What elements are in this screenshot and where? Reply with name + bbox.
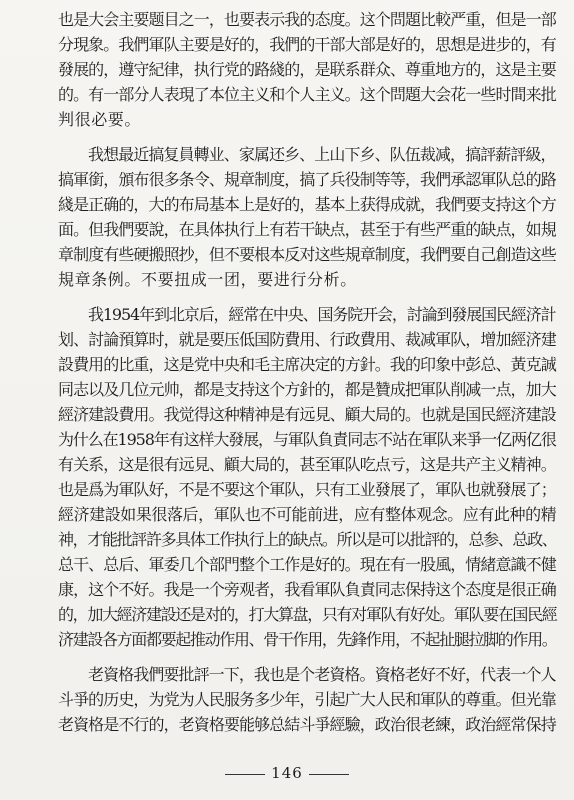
text-line: 也是大会主要题目之一，也要表示我的态度。这个問題比較严重，但是一部 [58, 10, 556, 29]
text-line: 的，加大經济建設还是对的，打大算盘，只有对軍队有好处。軍队要在国民經 [58, 605, 557, 624]
text-line: 斗爭的历史，为党为人民服务多少年，引起广大人民和軍队的尊重。但光靠 [58, 690, 556, 709]
text-line: 我1954年到北京后，經常在中央、国务院开会，討論到發展国民經济計 [88, 305, 556, 324]
footer-rule-left [225, 774, 265, 775]
text-line: 也是爲为軍队好，不是不要这个軍队，只有工业發展了，軍队也就發展了； [58, 480, 556, 499]
text-line: 規章条例。不要扭成一团，要进行分析。 [58, 270, 357, 289]
text-line: 的。有一部分人表現了本位主义和个人主义。这个問題大会花一些时間来批 [58, 85, 556, 104]
text-line: 分現象。我們軍队主要是好的，我們的干部大部是好的，思想是进步的，有 [58, 35, 556, 54]
text-line: 同志以及几位元帅，都是支持这个方針的，都是贊成把軍队削减一点，加大 [58, 380, 556, 399]
footer-rule-right [309, 774, 349, 775]
text-line: 老資格我們要批評一下，我也是个老資格。資格老好不好，代表一个人 [88, 665, 556, 684]
page-footer [0, 764, 574, 782]
text-line: 搞軍銜，頒布很多条令、規章制度，搞了兵役制等等，我們承認軍队总的路 [58, 170, 556, 189]
text-line: 为什么在1958年有这样大發展，与軍队負責同志不站在軍队来爭一亿两亿很 [58, 430, 556, 449]
text-line: 神，才能批評許多具体工作执行上的缺点。所以是可以批評的，总参、总政、 [58, 530, 557, 549]
text-line: 面。但我們要說，在具体执行上有若干缺点，甚至于有些严重的缺点，如規 [58, 220, 556, 239]
text-line: 济建設各方面都要起推动作用、骨干作用，先鋒作用，不起扯腿拉脚的作用。 [58, 630, 557, 649]
text-line: 判很必要。 [58, 110, 142, 129]
text-line: 經济建設如果很落后，軍队也不可能前进，应有整体观念。应有此种的精 [58, 505, 557, 524]
text-line: 老資格是不行的，老資格要能够总結斗爭經驗，政治很老練，政治經常保持 [58, 715, 556, 734]
text-line: 划、討論預算时，就是要压低国防費用、行政費用、裁减軍队，增加經济建 [58, 330, 556, 349]
text-line: 总干、总后、軍委几个部門整个工作是好的。現在有一股風，情緒意識不健 [58, 555, 556, 574]
text-line: 發展的，遵守紀律，执行党的路綫的，是联系群众、尊重地方的，这是主要 [58, 60, 556, 79]
text-line: 章制度有些硬搬照抄，但不要根本反对这些規章制度，我們要自己創造这些 [58, 245, 556, 264]
text-line: 綫是正确的，大的布局基本上是好的，基本上获得成就，我們要支持这个方 [58, 195, 556, 214]
text-line: 經济建設費用。我觉得这种精神是有远見、顧大局的。也就是国民經济建設 [58, 405, 556, 424]
text-line: 有关系，这是很有远見、顧大局的，甚至軍队吃点亏，这是共产主义精神。 [58, 455, 556, 474]
text-line: 我想最近搞复員轉业、家属还乡、上山下乡、队伍裁减，搞評薪評級， [88, 145, 556, 164]
text-line: 設費用的比重，这是党中央和毛主席决定的方針。我的印象中彭总、黃克誠 [58, 355, 556, 374]
page-number: 146 [271, 764, 303, 782]
text-line: 康，这个不好。我是一个旁观者，我看軍队負責同志保持这个态度是很正确 [58, 580, 556, 599]
